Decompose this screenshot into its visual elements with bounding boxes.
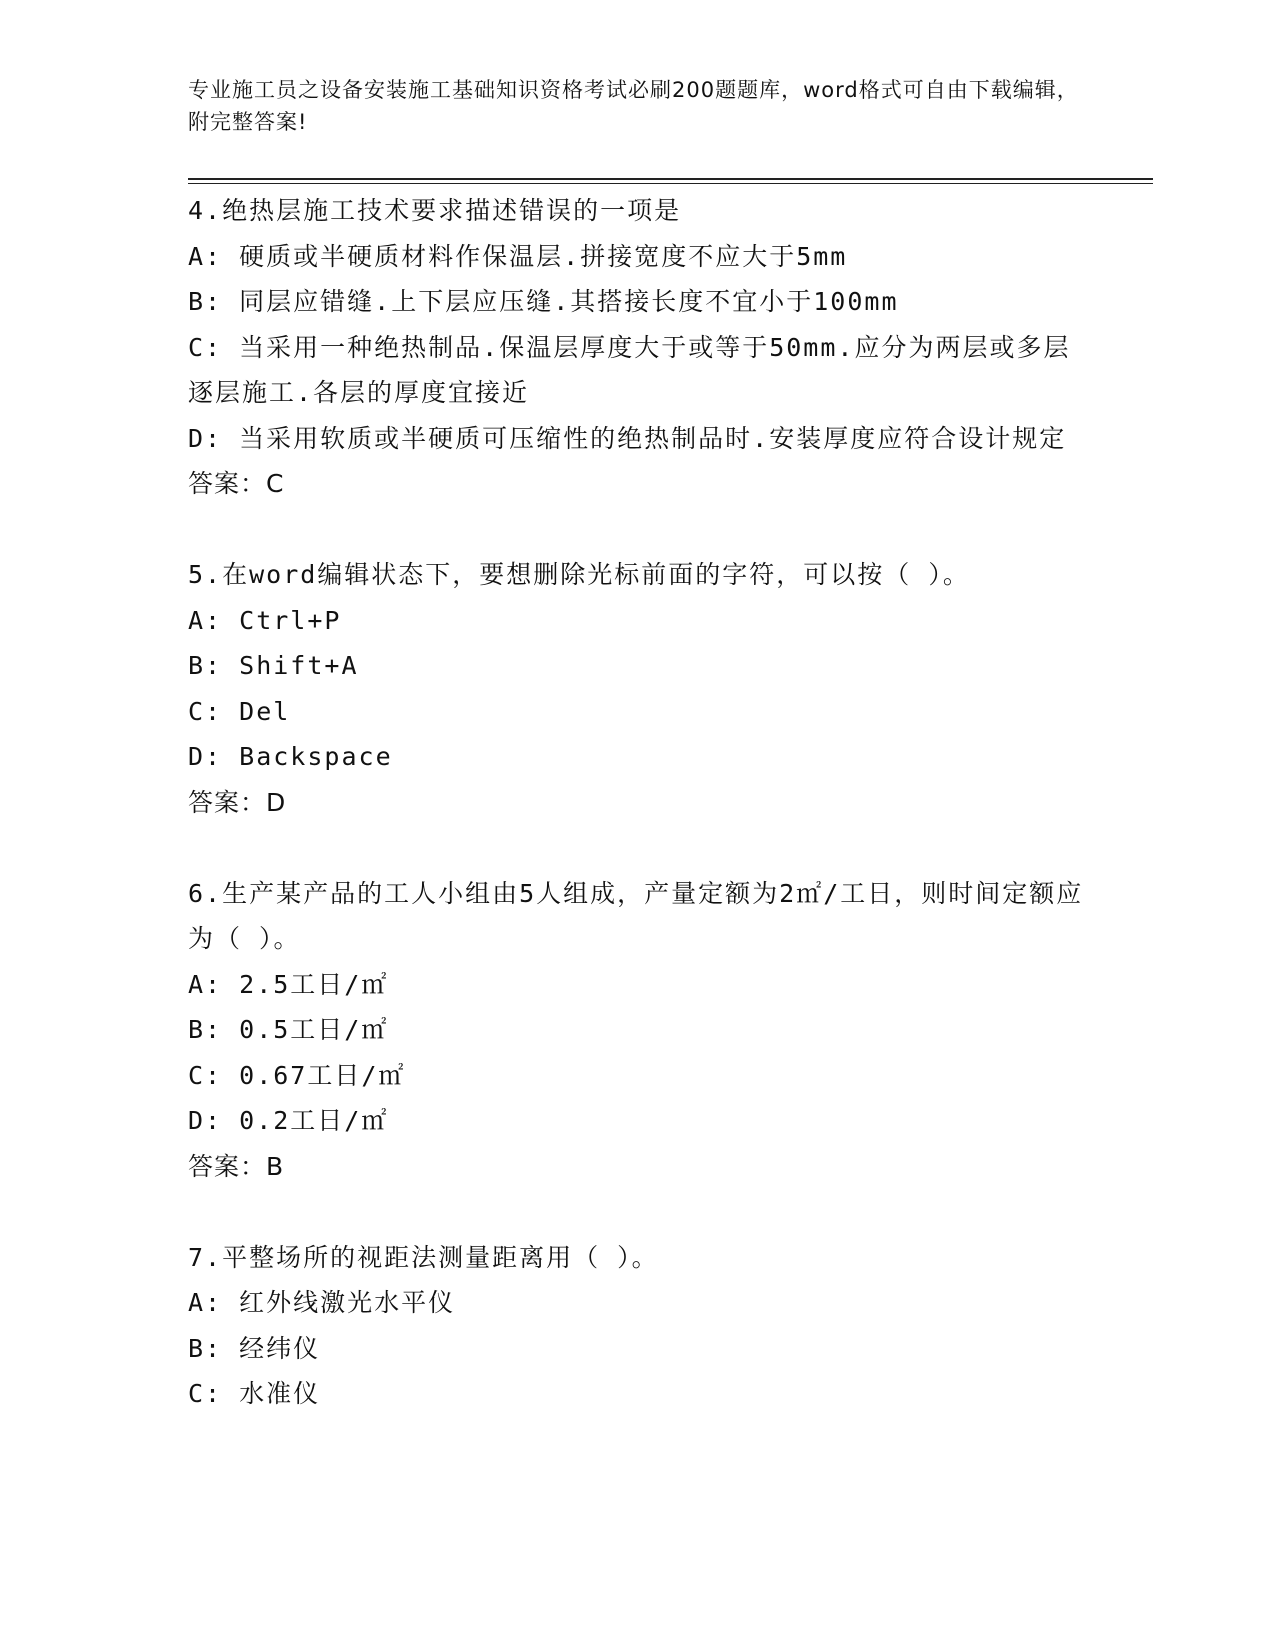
option-b: B: 同层应错缝.上下层应压缝.其搭接长度不宜小于100mm (188, 287, 899, 316)
option-c: C: Del (188, 696, 291, 726)
answer: 答案：D (188, 787, 287, 817)
question-stem: 4.绝热层施工技术要求描述错误的一项是 (188, 196, 682, 225)
question-7 (188, 1235, 1088, 1417)
question-spacer (188, 1190, 1088, 1235)
option-a: A: 硬质或半硬质材料作保温层.拼接宽度不应大于5mm (188, 241, 848, 271)
question-stem: 7.平整场所的视距法测量距离用（ ）。 (188, 1242, 659, 1272)
option-c: C: 当采用一种绝热制品.保温层厚度大于或等于50mm.应分为两层或多层逐层施工.各层的厚度宜接近 (188, 332, 1071, 407)
question-list (188, 188, 1088, 1417)
question-stem: 6.生产某产品的工人小组由5人组成，产量定额为2㎡/工日，则时间定额应为（ ）。 (188, 878, 1084, 953)
option-d: D: 当采用软质或半硬质可压缩性的绝热制品时.安装厚度应符合设计规定 (188, 423, 1067, 453)
question-5 (188, 552, 1088, 826)
question-stem: 5.在word编辑状态下，要想删除光标前面的字符，可以按（ ）。 (188, 560, 970, 589)
question-spacer (188, 826, 1088, 871)
option-d: D: 0.2工日/㎡ (188, 1106, 389, 1135)
option-b: B: Shift+A (188, 651, 359, 680)
question-6 (188, 871, 1088, 1190)
header-divider-thick (188, 178, 1153, 180)
answer: 答案：C (188, 469, 285, 498)
option-c: C: 水准仪 (188, 1379, 321, 1408)
option-b: B: 经纬仪 (188, 1333, 321, 1363)
option-c: C: 0.67工日/㎡ (188, 1060, 406, 1090)
option-a: A: Ctrl+P (188, 605, 342, 635)
answer: 答案：B (188, 1151, 285, 1181)
option-b: B: 0.5工日/㎡ (188, 1015, 389, 1044)
question-4 (188, 188, 1088, 507)
question-spacer (188, 507, 1088, 552)
option-a: A: 红外线激光水平仪 (188, 1288, 456, 1317)
option-d: D: Backspace (188, 742, 393, 771)
document-header: 专业施工员之设备安装施工基础知识资格考试必刷200题题库，word格式可自由下载编辑，附完整答案! (188, 78, 1079, 134)
header-divider-thin (188, 183, 1153, 184)
option-a: A: 2.5工日/㎡ (188, 969, 389, 999)
